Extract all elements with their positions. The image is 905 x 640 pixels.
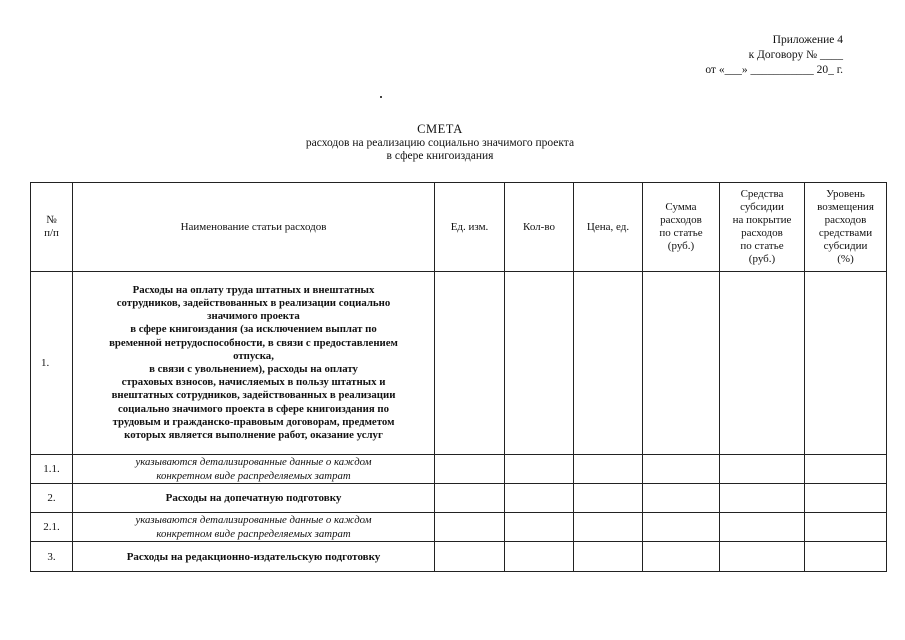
cell-unit	[435, 455, 505, 484]
cell-unit	[435, 513, 505, 542]
cell-sum	[643, 272, 720, 455]
cell-sum	[643, 542, 720, 572]
cell-subsidy	[720, 542, 805, 572]
row-name: Расходы на оплату труда штатных и внештатных сотрудников, задействованных в реализации социально значимого проекта в сфере книгоиздания (за исключением выплат по временной нетрудоспособности, в связи с предоставлением отпуска, в связи с увольнением), расходы на оплату страховых взносов, начисляемых в пользу штатных и внештатных сотрудников, задействованных в реализации социально значимого проекта в сфере книгоиздания по трудовым и гражданско-правовым договорам, предметом которых является выполнение работ, оказание услуг	[73, 272, 435, 455]
cell-subsidy	[720, 513, 805, 542]
row-name: указываются детализированные данные о каждом конкретном виде распределяемых затрат	[73, 455, 435, 484]
table-header-row	[31, 183, 887, 272]
cell-unit	[435, 542, 505, 572]
cell-price	[574, 272, 643, 455]
header-qty: Кол-во	[505, 183, 574, 272]
table-row	[31, 484, 887, 513]
title-subtitle-1: расходов на реализацию социально значимого проекта	[305, 136, 575, 149]
cell-qty	[505, 513, 574, 542]
cell-level	[805, 542, 887, 572]
cell-unit	[435, 484, 505, 513]
cell-price	[574, 513, 643, 542]
table-row	[31, 513, 887, 542]
table-row	[31, 455, 887, 484]
cell-price	[574, 455, 643, 484]
cell-price	[574, 542, 643, 572]
cell-qty	[505, 455, 574, 484]
appendix-number: Приложение 4	[772, 34, 843, 46]
cell-qty	[505, 542, 574, 572]
cell-sum	[643, 455, 720, 484]
row-number: 1.1.	[31, 455, 73, 484]
row-number: 3.	[31, 542, 73, 572]
cell-level	[805, 455, 887, 484]
header-subsidy: Средства субсидии на покрытие расходов по статье (руб.)	[720, 183, 805, 272]
appendix-header	[705, 33, 843, 78]
title-main: СМЕТА	[417, 122, 463, 136]
cell-qty	[505, 272, 574, 455]
row-name: указываются детализированные данные о каждом конкретном виде распределяемых затрат	[73, 513, 435, 542]
cell-sum	[643, 513, 720, 542]
header-price: Цена, ед.	[574, 183, 643, 272]
cell-subsidy	[720, 272, 805, 455]
scan-speck	[380, 96, 382, 98]
cell-subsidy	[720, 455, 805, 484]
document-title	[210, 123, 670, 164]
row-number: 2.1.	[31, 513, 73, 542]
cell-sum	[643, 484, 720, 513]
row-number: 1.	[31, 272, 73, 455]
header-num: № п/п	[31, 183, 73, 272]
cell-qty	[505, 484, 574, 513]
table-row	[31, 542, 887, 572]
title-subtitle-2: в сфере книгоиздания	[386, 150, 494, 162]
header-sum: Сумма расходов по статье (руб.)	[643, 183, 720, 272]
appendix-date: от «___» ___________ 20_ г.	[705, 64, 843, 76]
cell-subsidy	[720, 484, 805, 513]
table-row	[31, 272, 887, 455]
cell-level	[805, 272, 887, 455]
header-name: Наименование статьи расходов	[73, 183, 435, 272]
row-name: Расходы на редакционно-издательскую подготовку	[73, 542, 435, 572]
header-unit: Ед. изм.	[435, 183, 505, 272]
cell-unit	[435, 272, 505, 455]
budget-table	[30, 182, 887, 572]
cell-level	[805, 484, 887, 513]
cell-price	[574, 484, 643, 513]
appendix-contract: к Договору № ____	[748, 49, 843, 61]
cell-level	[805, 513, 887, 542]
row-name: Расходы на допечатную подготовку	[73, 484, 435, 513]
row-number: 2.	[31, 484, 73, 513]
header-level: Уровень возмещения расходов средствами субсидии (%)	[805, 183, 887, 272]
